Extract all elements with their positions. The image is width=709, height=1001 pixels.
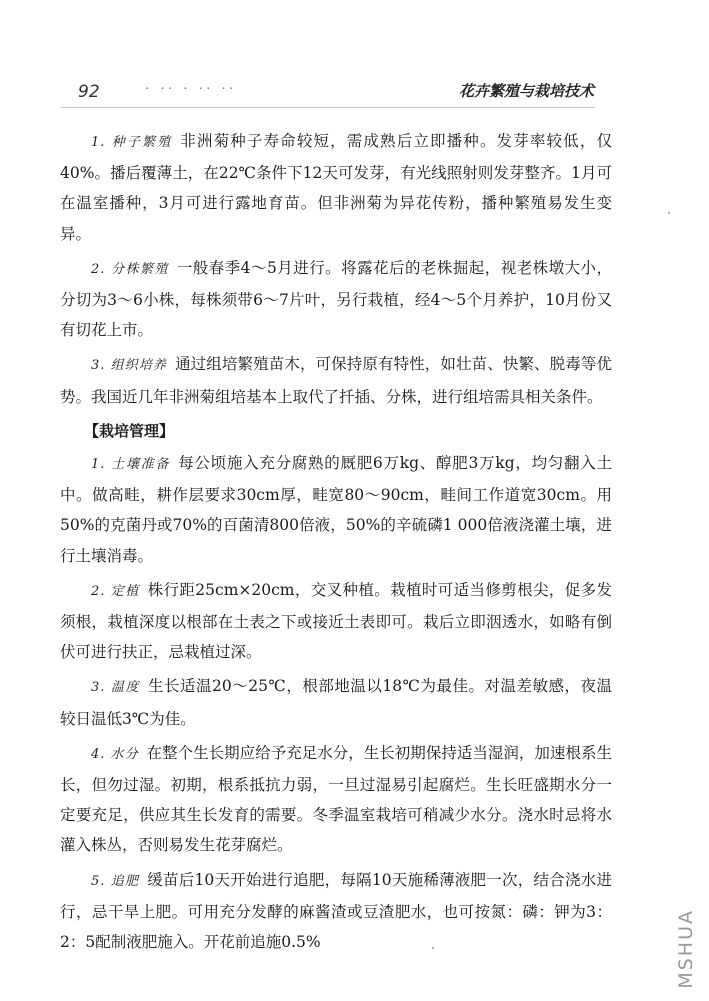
term-label: 1. 土壤准备: [91, 457, 171, 473]
paragraph-temperature: [60, 671, 612, 733]
paragraph-text: 株行距25cm×20cm，交叉种植。栽植时可适当修剪根尖，促多发须根，栽植深度以根部在土表之下或接近土表即可。栽后立即洇透水，如略有倒伏可进行扶正，忌栽植过深。: [60, 580, 612, 662]
paragraph-fertilizing: [60, 865, 612, 958]
term-label: 5. 追肥: [91, 873, 140, 889]
header-rule: [60, 107, 595, 108]
paragraph-text: 通过组培繁殖苗木，可保持原有特性，如壮苗、快繁、脱毒等优势。我国近几年非洲菊组培基本上取代了扦插、分株，进行组培需具相关条件。: [60, 355, 612, 406]
paragraph-text: 非洲菊种子寿命较短，需成熟后立即播种。发芽率较低，仅40%。播后覆薄土，在22℃条件下12天可发芽，有光线照射则发芽整齐。1月可在温室播种，3月可进行露地育苗。但非洲菊为异花传粉，播种繁殖易发生变异。: [60, 132, 612, 243]
paragraph-text: 在整个生长期应给予充足水分，生长初期保持适当湿润，加速根系生长，但勿过湿。初期，根系抵抗力弱，一旦过湿易引起腐烂。生长旺盛期水分一定要充足，供应其生长发育的需要。冬季温室栽培可稍减少水分。浇水时忌将水灌入株丛，否则易发生花芽腐烂。: [60, 743, 612, 855]
paragraph-planting: [60, 575, 612, 668]
scan-speck: [432, 947, 434, 949]
paragraph-text: 缓苗后10天开始进行追肥，每隔10天施稀薄液肥一次，结合浇水进行，忌干旱上肥。可用充分发酵的麻酱渣或豆渣肥水，也可按氮：磷：钾为3：2：5配制液肥施入。开花前追施0.5%: [60, 870, 612, 952]
term-label: 2. 定植: [91, 583, 140, 599]
paragraph-water: [60, 738, 612, 861]
paragraph-text: 每公顷施入充分腐熟的厩肥6万kg、醇肥3万kg，均匀翻入土中。做高畦，耕作层要求30cm厚，畦宽80～90cm，畦间工作道宽30cm。用50%的克菌丹或70%的百菌清800倍液，50%的辛硫磷1 000倍液浇灌土壤，进行土壤消毒。: [60, 454, 612, 565]
book-title: 花卉繁殖与栽培技术: [458, 82, 594, 100]
term-label: 3. 温度: [91, 680, 141, 696]
section-heading: 【栽培管理】: [84, 421, 175, 440]
header-dots: · ·· · ·· ··: [144, 82, 236, 95]
scan-speck: [668, 212, 670, 214]
term-label: 1. 种子繁殖: [91, 135, 173, 150]
paragraph-seed-propagation: [60, 126, 612, 249]
paragraph-tissue-culture: [60, 349, 612, 411]
term-label: 4. 水分: [91, 746, 139, 762]
paragraph-soil-preparation: [60, 448, 612, 571]
paragraph-division-propagation: [60, 253, 612, 346]
term-label: 2. 分株繁殖: [91, 261, 169, 277]
page-number: 92: [78, 82, 100, 102]
page-body: [60, 126, 612, 959]
paragraph-text: 一般春季4～5月进行。将露花后的老株掘起，视老株墩大小，分切为3～6小株，每株须带6～7片叶，另行栽植，经4～5个月养护，10月份又有切花上市。: [60, 258, 612, 340]
page-header: [64, 82, 594, 106]
paragraph-text: 生长适温20～25℃，根部地温以18℃为最佳。对温差敏感，夜温较日温低3℃为佳。: [60, 677, 612, 728]
term-label: 3. 组织培养: [91, 358, 168, 374]
watermark-text: MSHUA: [675, 909, 697, 989]
